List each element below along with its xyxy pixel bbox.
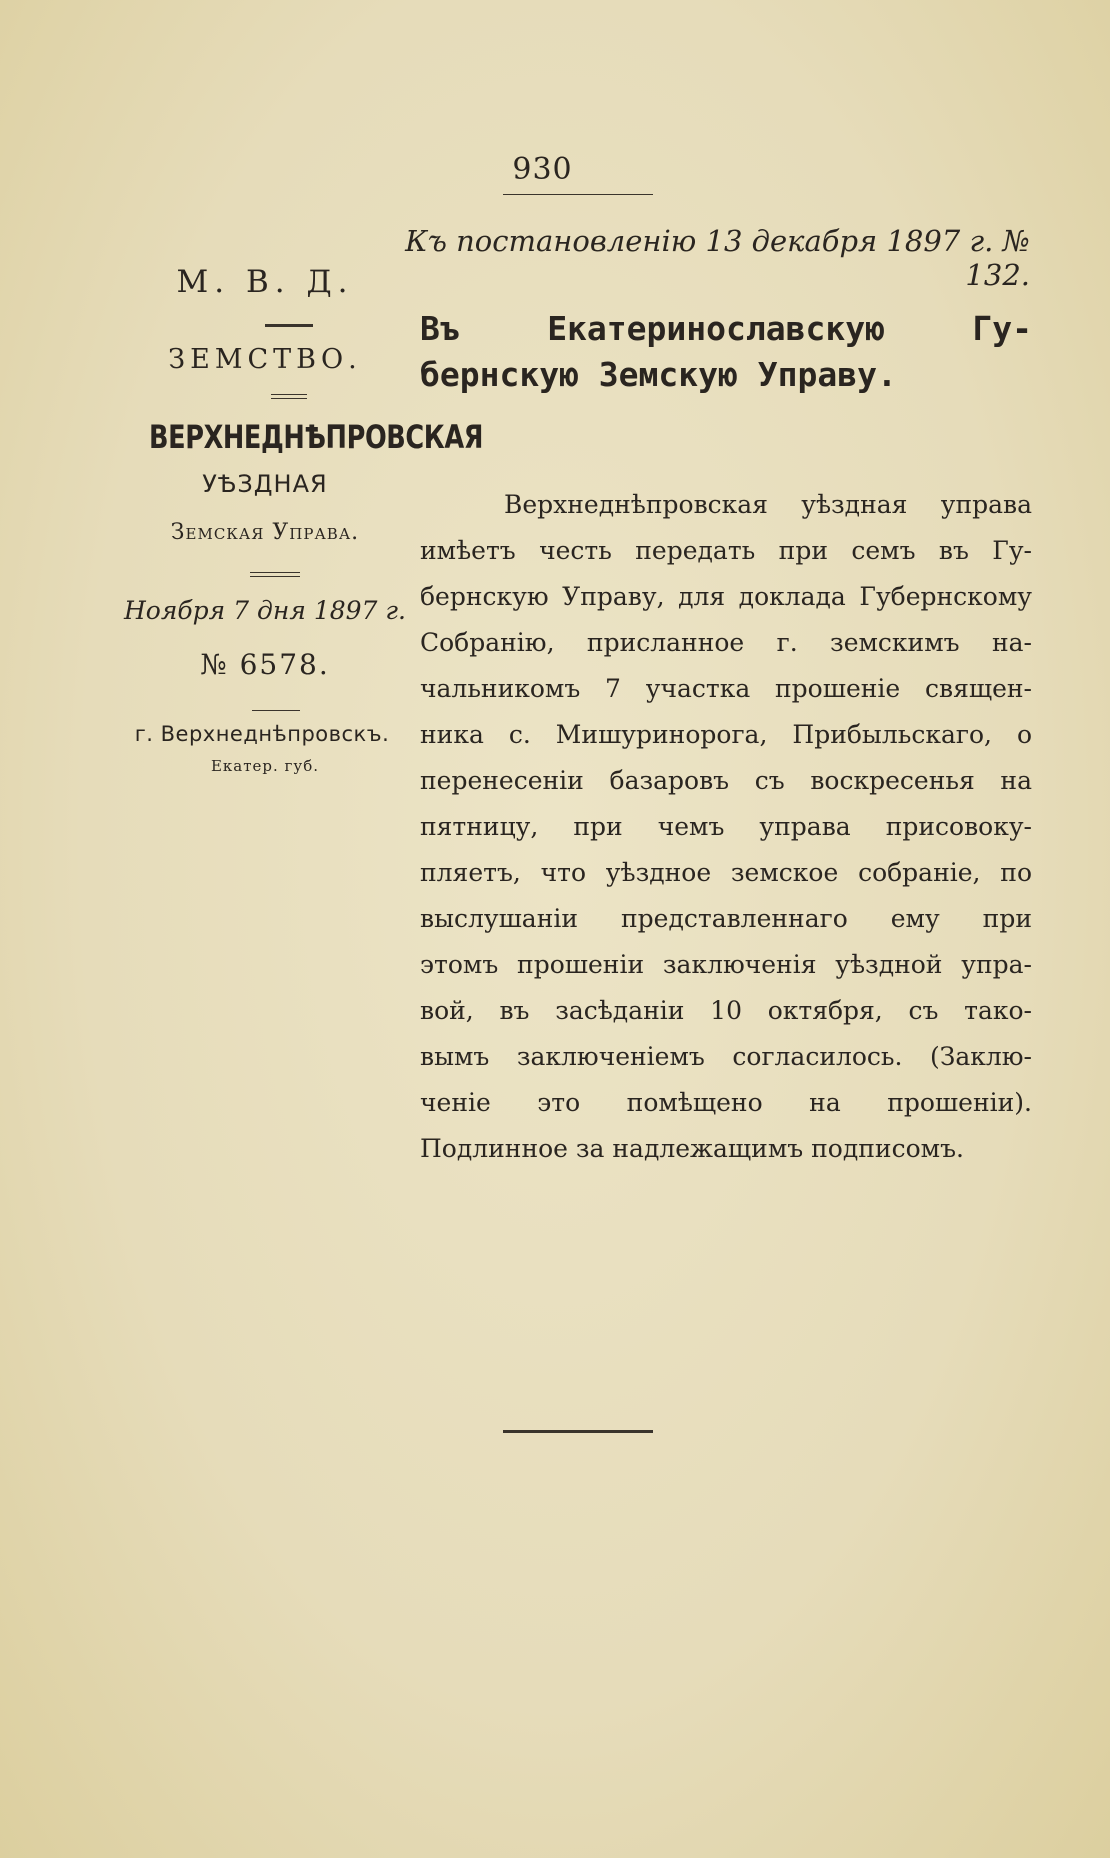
letter-body (420, 482, 1032, 1172)
body-line: Верхнеднѣпровская уѣздная управа (504, 490, 1032, 519)
divider-rule (271, 394, 307, 399)
body-line: выслушаніи представленнаго ему при (420, 904, 1032, 933)
zemstvo-label: ЗЕМСТВО. (168, 344, 362, 375)
region-name: Екатер. губ. (210, 757, 320, 775)
divider-rule (252, 710, 300, 711)
body-line: имѣетъ честь передать при семъ въ Гу- (420, 536, 1032, 565)
divider-rule (265, 324, 313, 327)
board-name: Земская Управа. (170, 520, 360, 545)
body-line: ника с. Мишуринорога, Прибыльскаго, о (420, 720, 1032, 749)
body-line: вымъ заключеніемъ согласилось. (Заклю- (420, 1042, 1032, 1071)
addressee-line: бернскую Земскую Управу. (420, 355, 897, 394)
divider-rule (250, 572, 300, 577)
county-type: УѢЗДНАЯ (202, 470, 328, 498)
body-line: чальникомъ 7 участка прошеніе священ- (420, 674, 1032, 703)
body-line: этомъ прошеніи заключенія уѣздной упра- (420, 950, 1032, 979)
body-line: ченіе это помѣщено на прошеніи). (420, 1088, 1032, 1117)
page-number: 930 (512, 152, 573, 187)
body-line: пляетъ, что уѣздное земское собраніе, по (420, 858, 1032, 887)
letter-number: № 6578. (200, 648, 330, 681)
addressee (420, 306, 1032, 398)
body-line: Собранію, присланное г. земскимъ на- (420, 628, 1032, 657)
ministry-label: М. В. Д. (176, 264, 354, 300)
resolution-reference: Къ постановленію 13 декабря 1897 г. № 132. (405, 224, 1030, 292)
end-rule (503, 1430, 653, 1433)
body-line: Подлинное за надлежащимъ подписомъ. (420, 1134, 964, 1163)
letter-date: Ноября 7 дня 1897 г. (124, 596, 406, 625)
body-line: вой, въ засѣданіи 10 октября, съ тако- (420, 996, 1032, 1025)
addressee-line: Въ Екатеринославскую Гу- (420, 309, 1032, 348)
city-name: г. Верхнеднѣпровскъ. (134, 722, 390, 746)
body-line: перенесеніи базаровъ съ воскресенья на (420, 766, 1032, 795)
page-number-rule (503, 194, 653, 195)
body-line: пятницу, при чемъ управа присовоку- (420, 812, 1032, 841)
county-name: ВЕРХНЕДНѢПРОВСКАЯ (149, 418, 484, 456)
body-line: бернскую Управу, для доклада Губернскому (420, 582, 1032, 611)
